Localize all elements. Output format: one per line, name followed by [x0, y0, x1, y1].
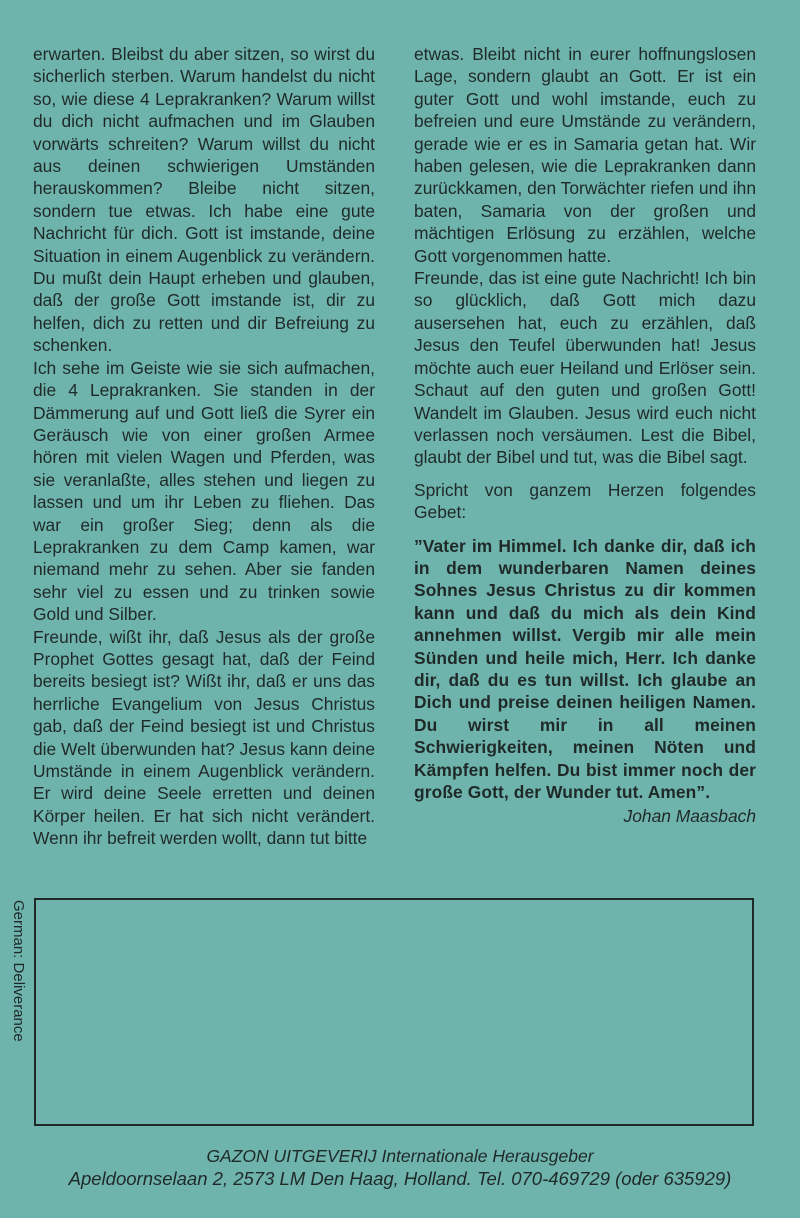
prayer-intro: Spricht von ganzem Herzen folgendes Gebet: — [414, 479, 756, 523]
left-text-column — [33, 43, 375, 850]
publisher-name: GAZON UITGEVERIJ Internationale Herausgeber — [206, 1146, 594, 1166]
address-stamp-box — [34, 898, 754, 1126]
author-signature: Johan Maasbach — [623, 806, 756, 827]
language-title-label: German: Deliverance — [10, 900, 27, 1042]
paragraph: etwas. Bleibt nicht in eurer hoffnungslosen Lage, sondern glaubt an Gott. Er ist ein guter Gott und wohl imstande, euch zu befreien und eure Umstände zu verändern, gerade wie er es in Samaria getan hat. Wir haben gelesen, wie die Leprakranken dann zurückkamen, den Torwächter riefen und ihn baten, Samaria von der großen und mächtigen Erlösung zu erzählen, welche Gott vorgenommen hatte. — [414, 44, 756, 266]
prayer-text: ”Vater im Himmel. Ich danke dir, daß ich in dem wunderbaren Namen deines Sohnes Jesus Christus zu dir kommen kann und daß du mich als dein Kind annehmen willst. Vergib mir alle mein Sünden und heile mich, Herr. Ich danke dir, daß du es tun willst. Ich glaube an Dich und preise deinen heiligen Namen. Du wirst mir in all meinen Schwierigkeiten, meinen Nöten und Kämpfen helfen. Du bist immer noch der große Gott, der Wunder tut. Amen”. — [414, 535, 756, 802]
right-text-column — [414, 43, 756, 828]
paragraph: Freunde, das ist eine gute Nachricht! Ich bin so glücklich, daß Gott mich dazu ausersehen hat, euch zu erzählen, daß Jesus den Teufel überwunden hat! Jesus möchte auch euer Heiland und Erlöser sein. Schaut auf den guten und großen Gott! Wandelt im Glauben. Jesus wird euch nicht verlassen noch versäumen. Lest die Bibel, glaubt der Bibel und tut, was die Bibel sagt. — [414, 268, 756, 468]
paragraph: Ich sehe im Geiste wie sie sich aufmachen, die 4 Leprakranken. Sie standen in der Dämmerung auf und Gott ließ die Syrer ein Geräusch wie von einer großen Armee hören mit vielen Wagen und Pferden, was sie veranlaßte, alles stehen und liegen zu lassen und um ihr Leben zu fliehen. Das war ein großer Sieg; denn als die Leprakranken zu dem Camp kamen, war niemand mehr zu sehen. Aber sie fanden sehr viel zu essen und zu trinken sowie Gold und Silber. — [33, 357, 375, 625]
paragraph: Freunde, wißt ihr, daß Jesus als der große Prophet Gottes gesagt hat, daß der Feind bereits besiegt ist? Wißt ihr, daß er uns das herrliche Evangelium von Jesus Christus gab, daß der Feind besiegt ist und Christus die Welt überwunden hat? Jesus kann deine Umstände in einem Augenblick verändern. Er wird deine Seele erretten und deinen Körper heilen. Er hat sich nicht verändert. Wenn ihr befreit werden wollt, dann tut bitte — [33, 626, 375, 849]
publisher-address: Apeldoornselaan 2, 2573 LM Den Haag, Holland. Tel. 070-469729 (oder 635929) — [68, 1168, 732, 1189]
paragraph: erwarten. Bleibst du aber sitzen, so wirst du sicherlich sterben. Warum handelst du nicht so, wie diese 4 Leprakranken? Warum willst du dich nicht aufmachen und im Glauben vorwärts schreiten? Warum willst du nicht aus deinen schwierigen Umständen herauskommen? Bleibe nicht sitzen, sondern tue etwas. Ich habe eine gute Nachricht für dich. Gott ist imstande, deine Situation in einem Augenblick zu verändern. Du mußt dein Haupt erheben und glauben, daß der große Gott imstande ist, dir zu helfen, dich zu retten und dir Befreiung zu schenken. — [33, 44, 375, 356]
